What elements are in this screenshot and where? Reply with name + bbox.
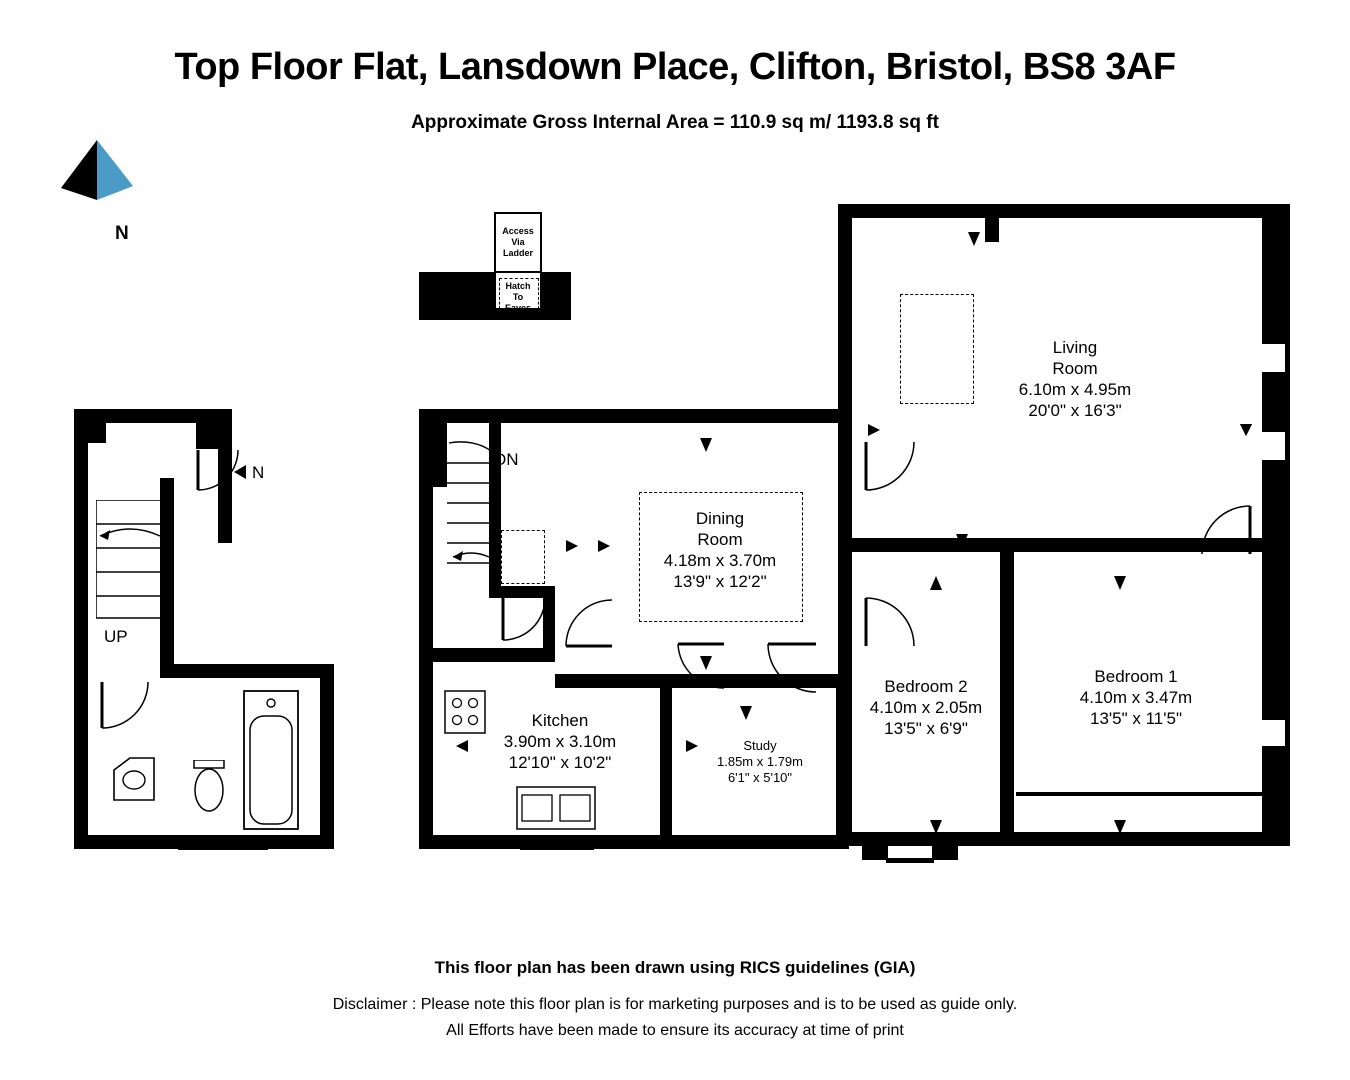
dining-room-name-line1: Dining <box>695 509 745 528</box>
area-subtitle: Approximate Gross Internal Area = 110.9 sq m/ 1193.8 sq ft <box>411 112 939 133</box>
stairs-down-label: DN <box>494 450 519 469</box>
hatch-to-eaves-line2: To <box>512 292 524 302</box>
bedroom-2-metric: 4.10m x 2.05m <box>869 698 983 717</box>
living-room-name-line1: Living <box>1052 338 1098 357</box>
living-room-label <box>985 337 1165 421</box>
bedroom-1-metric: 4.10m x 3.47m <box>1079 688 1193 707</box>
bedroom-1-name: Bedroom 1 <box>1094 667 1178 686</box>
disclaimer-line-2: All Efforts have been made to ensure its accuracy at time of print <box>446 1022 904 1039</box>
hatch-to-eaves-line1: Hatch <box>505 281 531 291</box>
bedroom-2-name: Bedroom 2 <box>884 677 968 696</box>
study-metric: 1.85m x 1.79m <box>717 754 803 769</box>
compass-north-label: N <box>115 223 129 244</box>
bedroom-2-imperial: 13'5" x 6'9" <box>884 719 968 738</box>
disclaimer-line-1: Disclaimer : Please note this floor plan is for marketing purposes and is to be used as guide only. <box>332 996 1018 1013</box>
study-imperial: 6'1" x 5'10" <box>727 770 793 785</box>
bedroom-1-imperial: 13'5" x 11'5" <box>1090 709 1182 728</box>
dining-room-name-line2: Room <box>697 530 743 549</box>
disclaimer <box>0 992 1350 1044</box>
kitchen-metric: 3.90m x 3.10m <box>503 732 617 751</box>
rics-note: This floor plan has been drawn using RICS guidelines (GIA) <box>434 958 916 977</box>
living-room-metric: 6.10m x 4.95m <box>1018 380 1132 399</box>
bedroom-2-label <box>848 676 1004 739</box>
dining-room-imperial: 13'9" x 12'2" <box>673 572 767 591</box>
entrance-north-label: N <box>252 463 265 482</box>
stairs-up-label: UP <box>104 627 128 646</box>
study-label <box>688 738 832 786</box>
access-via-ladder-line1: Access <box>502 226 534 236</box>
living-room-name-line2: Room <box>1052 359 1098 378</box>
kitchen-imperial: 12'10" x 10'2" <box>508 753 612 772</box>
study-name: Study <box>743 738 777 753</box>
hatch-to-eaves-line3: Eaves <box>504 303 532 313</box>
living-room-imperial: 20'0" x 16'3" <box>1028 401 1122 420</box>
access-via-ladder-line2: Via <box>511 237 525 247</box>
kitchen-name: Kitchen <box>531 711 589 730</box>
dining-room-metric: 4.18m x 3.70m <box>663 551 777 570</box>
page-title: Top Floor Flat, Lansdown Place, Clifton, Bristol, BS8 3AF <box>174 46 1176 88</box>
bedroom-1-label <box>1040 666 1232 729</box>
kitchen-label <box>470 710 650 773</box>
dining-room-label <box>630 508 810 592</box>
access-via-ladder-line3: Ladder <box>502 248 533 258</box>
